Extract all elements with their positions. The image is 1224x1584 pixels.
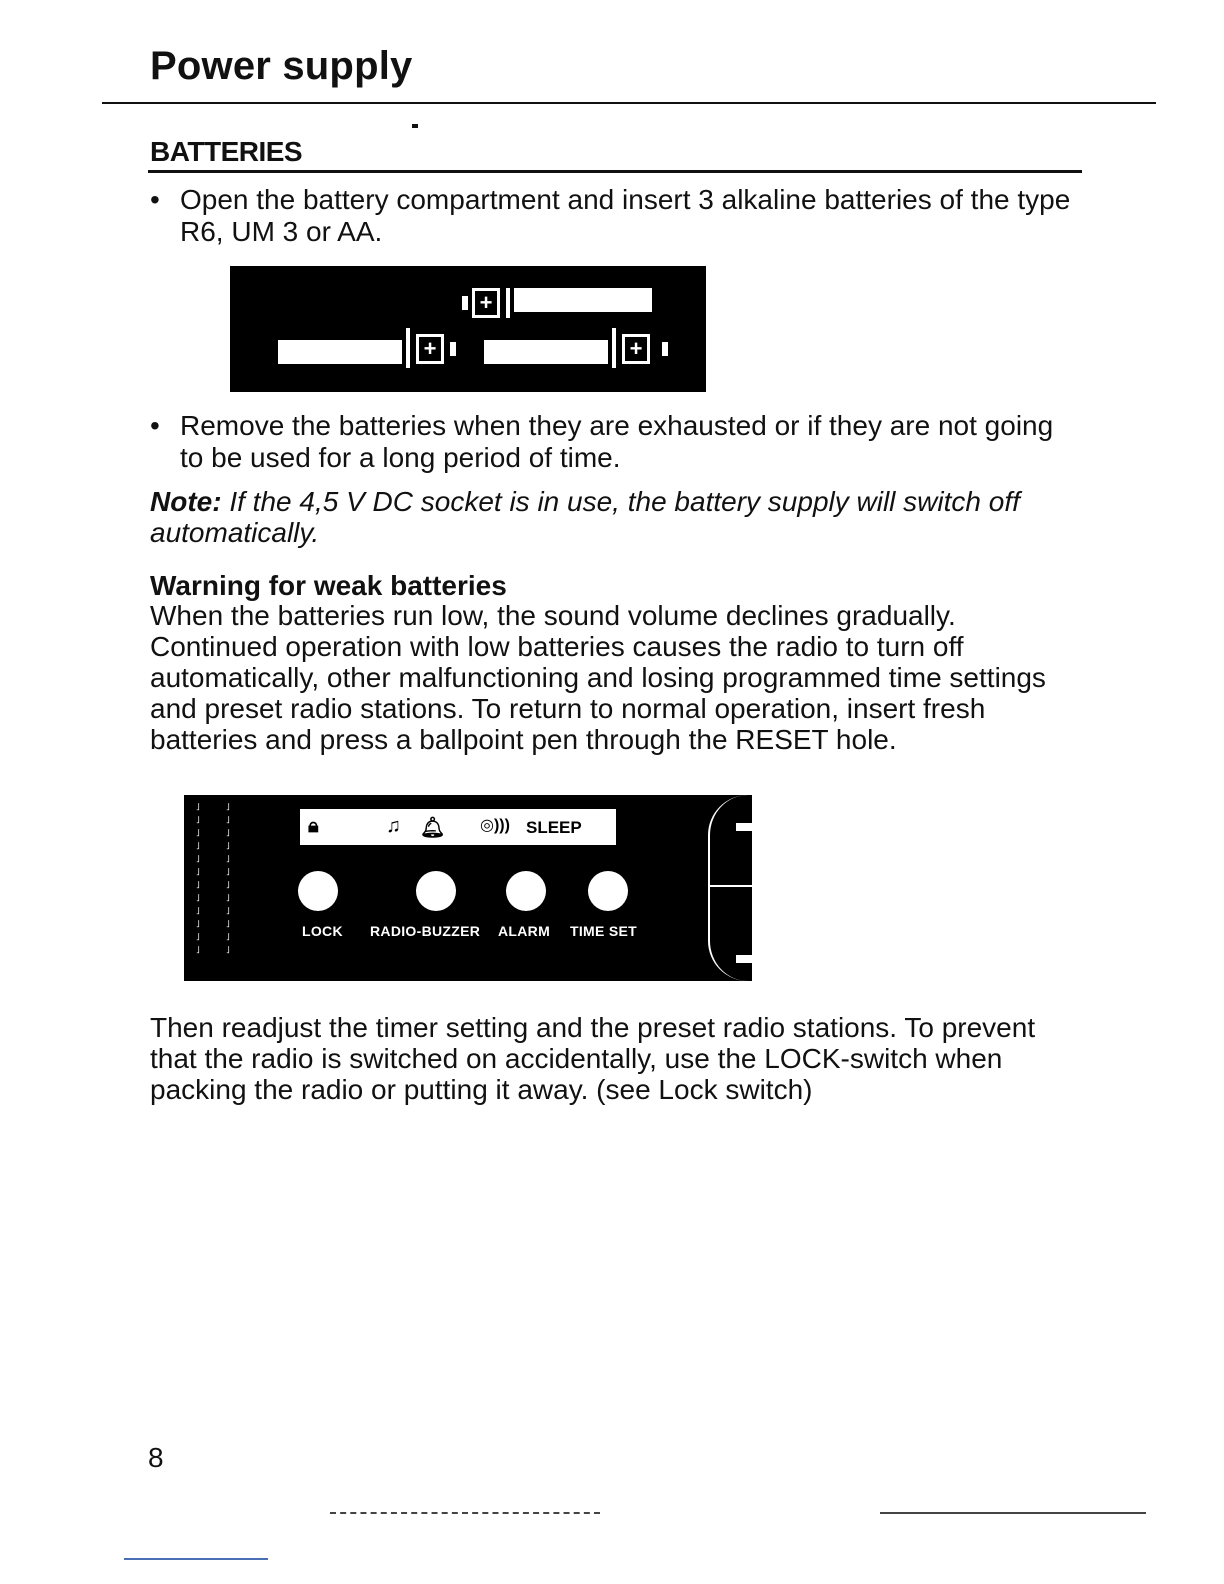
note-text: If the 4,5 V DC socket is in use, the battery supply will switch off automatically.	[150, 486, 1020, 548]
time-set-label: TIME SET	[570, 923, 637, 939]
lock-button	[298, 871, 338, 911]
scan-mark	[412, 124, 418, 128]
battery-cell	[514, 288, 652, 312]
plus-terminal-icon: +	[416, 334, 444, 364]
radio-buzzer-button	[416, 871, 456, 911]
footer-scan-line	[330, 1512, 600, 1514]
page-number: 8	[148, 1442, 164, 1473]
footer-scan-line	[124, 1558, 268, 1560]
warning-heading: Warning for weak batteries	[150, 570, 507, 601]
music-note-icon: ♫	[386, 815, 401, 837]
footer-scan-line	[880, 1512, 1146, 1514]
alarm-label: ALARM	[498, 923, 551, 939]
lock-icon: 🔒︎	[308, 815, 319, 837]
plus-terminal-icon: +	[622, 334, 650, 364]
radio-buzzer-label: RADIO-BUZZER	[370, 923, 481, 939]
control-panel-diagram: ˩ ˩ ˩ ˩ ˩ ˩ ˩ ˩ ˩ ˩ ˩ ˩ ˩ ˩ ˩ ˩ ˩ ˩ ˩ ˩ ˩ ˩ ˩ ˩ 🔒︎ ♫ 🔔︎ ◎))) SLEEP LOCK RADIO-BUZZER ALARM TIME SET	[184, 795, 752, 981]
battery-cell	[278, 340, 402, 364]
plus-terminal-icon: +	[472, 288, 500, 318]
bullet-dot: •	[150, 410, 160, 441]
lcd-display	[298, 807, 618, 847]
bullet-text-insert: Open the battery compartment and insert 3 alkaline batteries of the type R6, UM 3 or AA.	[180, 184, 1071, 247]
bullet-dot: •	[150, 184, 160, 215]
battery-diagram	[230, 266, 706, 392]
section-rule	[148, 170, 1082, 173]
bell-icon: 🔔︎	[420, 817, 446, 839]
alarm-button	[506, 871, 546, 911]
radio-wave-icon: ◎)))	[480, 817, 510, 834]
warning-text: When the batteries run low, the sound volume declines gradually. Continued operation with low batteries causes the radio to turn off automatically, other malfunctioning and losing programmed time settings and preset radio stations. To return to normal operation, insert fresh batteries and press a ballpoint pen through the RESET hole.	[150, 600, 1046, 755]
section-heading-batteries: BATTERIES	[150, 136, 303, 167]
battery-cell	[484, 340, 608, 364]
title-rule	[102, 102, 1156, 104]
time-set-button	[588, 871, 628, 911]
page-title: Power supply	[150, 44, 413, 88]
bullet-text-remove: Remove the batteries when they are exhausted or if they are not going to be used for a long period of time.	[180, 410, 1054, 473]
note-paragraph	[150, 486, 1080, 548]
lock-label: LOCK	[302, 923, 343, 939]
note-label: Note:	[150, 486, 222, 517]
lcd-sleep-label: SLEEP	[526, 818, 582, 837]
closing-paragraph: Then readjust the timer setting and the preset radio stations. To prevent that the radio is switched on accidentally, use the LOCK-switch when packing the radio or putting it away. (see Lock switch)	[150, 1012, 1036, 1105]
